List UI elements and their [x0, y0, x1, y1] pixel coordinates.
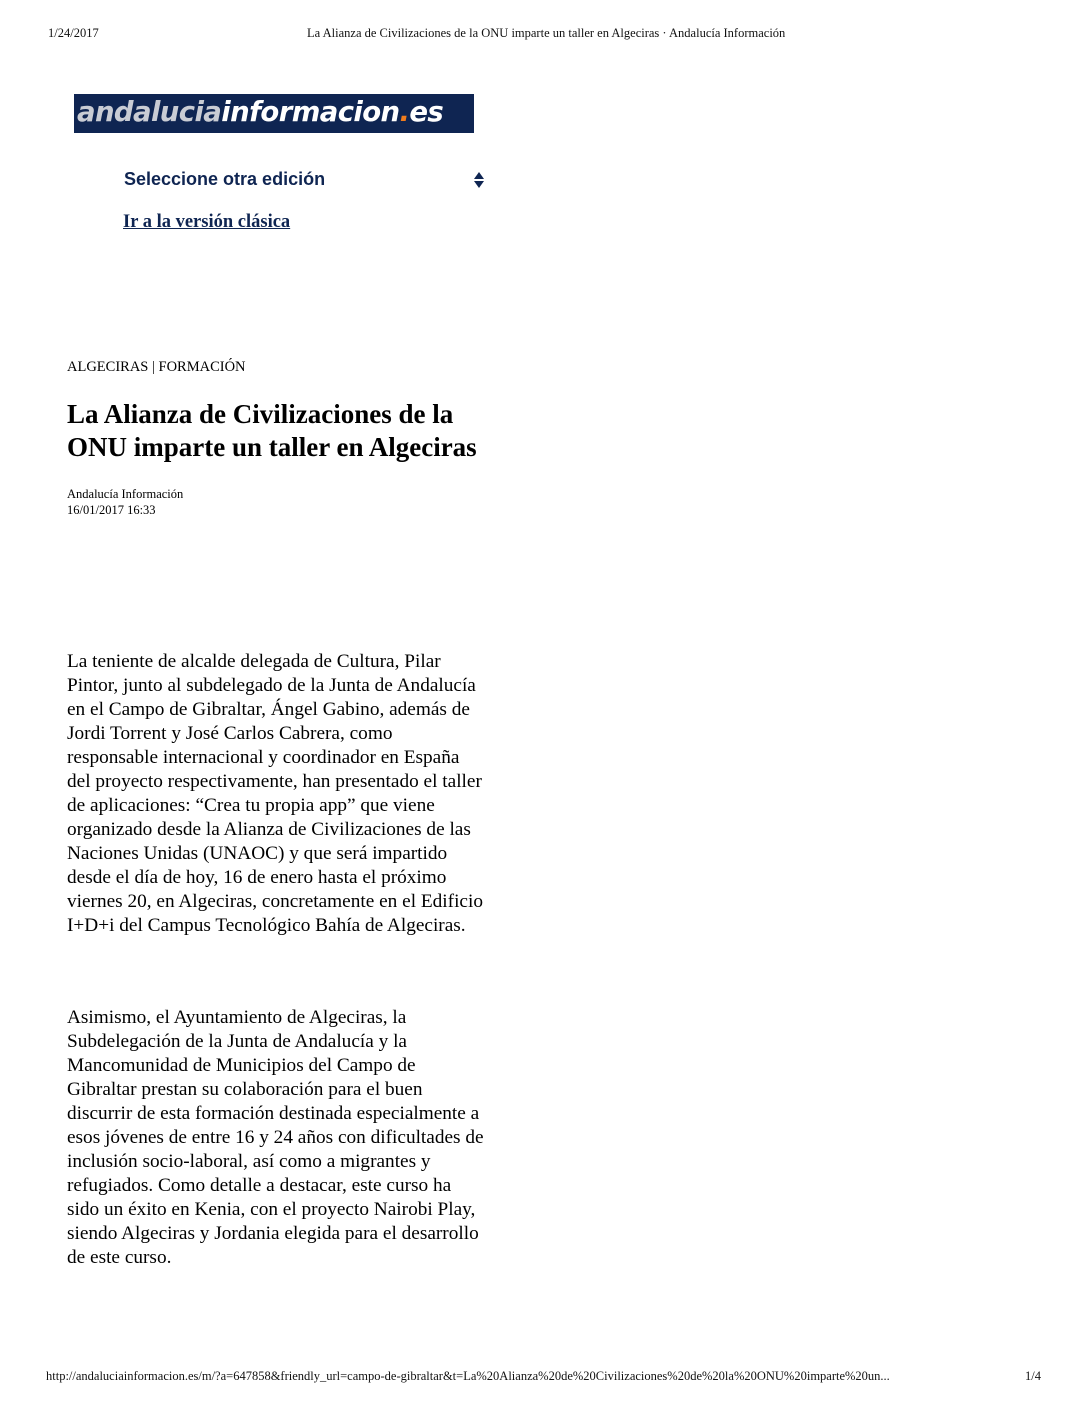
- edition-select-label: Seleccione otra edición: [124, 169, 326, 189]
- print-page-number: 1/4: [1025, 1369, 1041, 1383]
- arrow-up-icon: [474, 172, 484, 179]
- article-paragraph: La teniente de alcalde delegada de Cultura, Pilar Pintor, junto al subdelegado de la Junta de Andalucía en el Campo de Gibraltar, Ángel Gabino, además de Jordi Torrent y José Carlos Cabrera, como responsable internacional y coordinador en España del proyecto respectivamente, han presentado el taller de aplicaciones: “Crea tu propia app” que viene organizado desde la Alianza de Civilizaciones de las Naciones Unidas (UNAOC) y que será impartido desde el día de hoy, 16 de enero hasta el próximo viernes 20, en Algeciras, concretamente en el Edificio I+D+i del Campus Tecnológico Bahía de Algeciras.: [67, 651, 483, 936]
- arrow-down-icon: [474, 181, 484, 188]
- print-header: [0, 26, 1088, 44]
- logo-text-andalucia: andalucia: [77, 96, 222, 128]
- classic-version-link[interactable]: Ir a la versión clásica: [123, 212, 291, 232]
- print-url: http://andaluciainformacion.es/m/?a=647858&friendly_url=campo-de-gibraltar&t=La%20Alianza%20de%20Civilizaciones%20de%20la%20ONU%20imparte%20un...: [46, 1369, 890, 1383]
- edition-select[interactable]: [124, 168, 486, 194]
- article-paragraph: Asimismo, el Ayuntamiento de Algeciras, la Subdelegación de la Junta de Andalucía y la Mancomunidad de Municipios del Campo de Gibraltar prestan su colaboración para el buen discurrir de esta formación destinada especialmente a esos jóvenes de entre 16 y 24 años con dificultades de inclusión socio-laboral, así como a migrantes y refugiados. Como detalle a destacar, este curso ha sido un éxito en Kenia, con el proyecto Nairobi Play, siendo Algeciras y Jordania elegida para el desarrollo de este curso.: [67, 1007, 484, 1268]
- logo-text-es: es: [409, 96, 444, 128]
- logo-text-informacion: informacion: [221, 96, 400, 128]
- article-byline: [67, 486, 183, 518]
- print-date: 1/24/2017: [48, 26, 99, 40]
- print-footer: [0, 1369, 1088, 1387]
- site-logo[interactable]: [74, 94, 474, 133]
- logo-dot: .: [399, 96, 410, 128]
- print-page-title: La Alianza de Civilizaciones de la ONU imparte un taller en Algeciras · Andalucía Información: [307, 26, 786, 40]
- article-author: Andalucía Información: [67, 487, 184, 501]
- article-headline: La Alianza de Civilizaciones de la ONU imparte un taller en Algeciras: [67, 399, 477, 462]
- sort-arrows-icon: [474, 170, 484, 190]
- article-section: ALGECIRAS | FORMACIÓN: [67, 359, 246, 375]
- article-datetime: 16/01/2017 16:33: [67, 503, 156, 517]
